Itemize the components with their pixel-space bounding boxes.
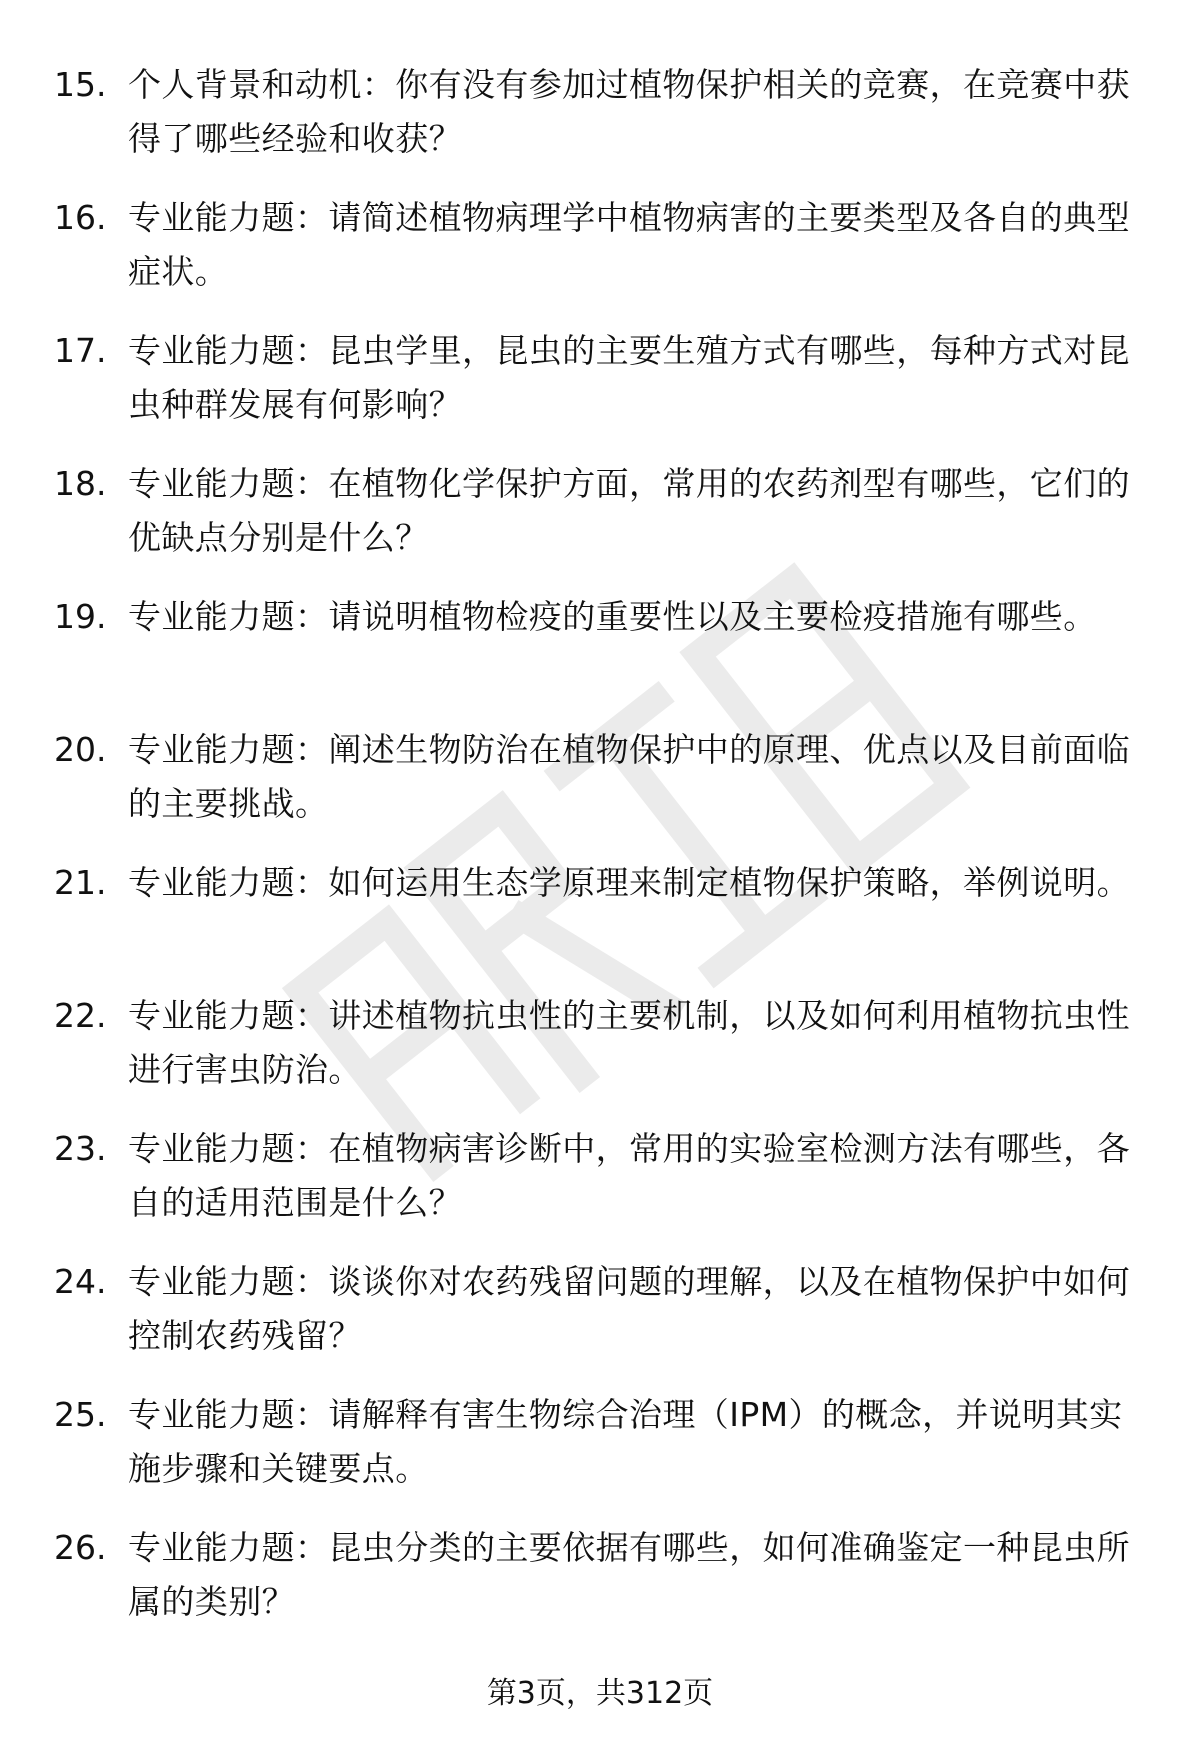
question-number: 21. <box>54 863 107 902</box>
question-text: 专业能力题：在植物化学保护方面，常用的农药剂型有哪些，它们的优缺点分别是什么？ <box>128 464 1130 557</box>
list-item <box>0 590 1200 723</box>
list-item <box>0 1388 1200 1521</box>
list-item <box>0 1521 1200 1654</box>
list-item <box>0 191 1200 324</box>
question-text: 专业能力题：讲述植物抗虫性的主要机制，以及如何利用植物抗虫性进行害虫防治。 <box>128 996 1130 1089</box>
question-number: 23. <box>54 1129 107 1168</box>
question-text: 专业能力题：如何运用生态学原理来制定植物保护策略，举例说明。 <box>128 863 1130 902</box>
list-item <box>0 1255 1200 1388</box>
list-item <box>0 58 1200 191</box>
question-number: 18. <box>54 464 107 503</box>
question-text: 专业能力题：昆虫分类的主要依据有哪些，如何准确鉴定一种昆虫所属的类别？ <box>128 1528 1130 1621</box>
question-text: 专业能力题：谈谈你对农药残留问题的理解，以及在植物保护中如何控制农药残留？ <box>128 1262 1130 1355</box>
question-number: 17. <box>54 331 107 370</box>
question-number: 26. <box>54 1528 107 1567</box>
question-text: 个人背景和动机：你有没有参加过植物保护相关的竞赛，在竞赛中获得了哪些经验和收获？ <box>128 65 1130 158</box>
list-item <box>0 1122 1200 1255</box>
question-number: 19. <box>54 597 107 636</box>
question-number: 24. <box>54 1262 107 1301</box>
list-item <box>0 457 1200 590</box>
page-footer: 第3页，共312页 <box>486 1676 714 1711</box>
list-item <box>0 989 1200 1122</box>
question-number: 16. <box>54 198 107 237</box>
question-number: 25. <box>54 1395 107 1434</box>
question-text: 专业能力题：阐述生物防治在植物保护中的原理、优点以及目前面临的主要挑战。 <box>128 730 1130 823</box>
question-text: 专业能力题：在植物病害诊断中，常用的实验室检测方法有哪些，各自的适用范围是什么？ <box>128 1129 1130 1222</box>
question-list <box>0 58 1200 1654</box>
question-text: 专业能力题：请简述植物病理学中植物病害的主要类型及各自的典型症状。 <box>128 198 1130 291</box>
question-text: 专业能力题：请解释有害生物综合治理（IPM）的概念，并说明其实施步骤和关键要点。 <box>128 1395 1123 1488</box>
list-item <box>0 324 1200 457</box>
list-item <box>0 723 1200 856</box>
list-item <box>0 856 1200 989</box>
question-number: 15. <box>54 65 107 104</box>
question-text: 专业能力题：昆虫学里，昆虫的主要生殖方式有哪些，每种方式对昆虫种群发展有何影响？ <box>128 331 1130 424</box>
question-number: 22. <box>54 996 107 1035</box>
question-number: 20. <box>54 730 107 769</box>
question-text: 专业能力题：请说明植物检疫的重要性以及主要检疫措施有哪些。 <box>128 597 1097 636</box>
